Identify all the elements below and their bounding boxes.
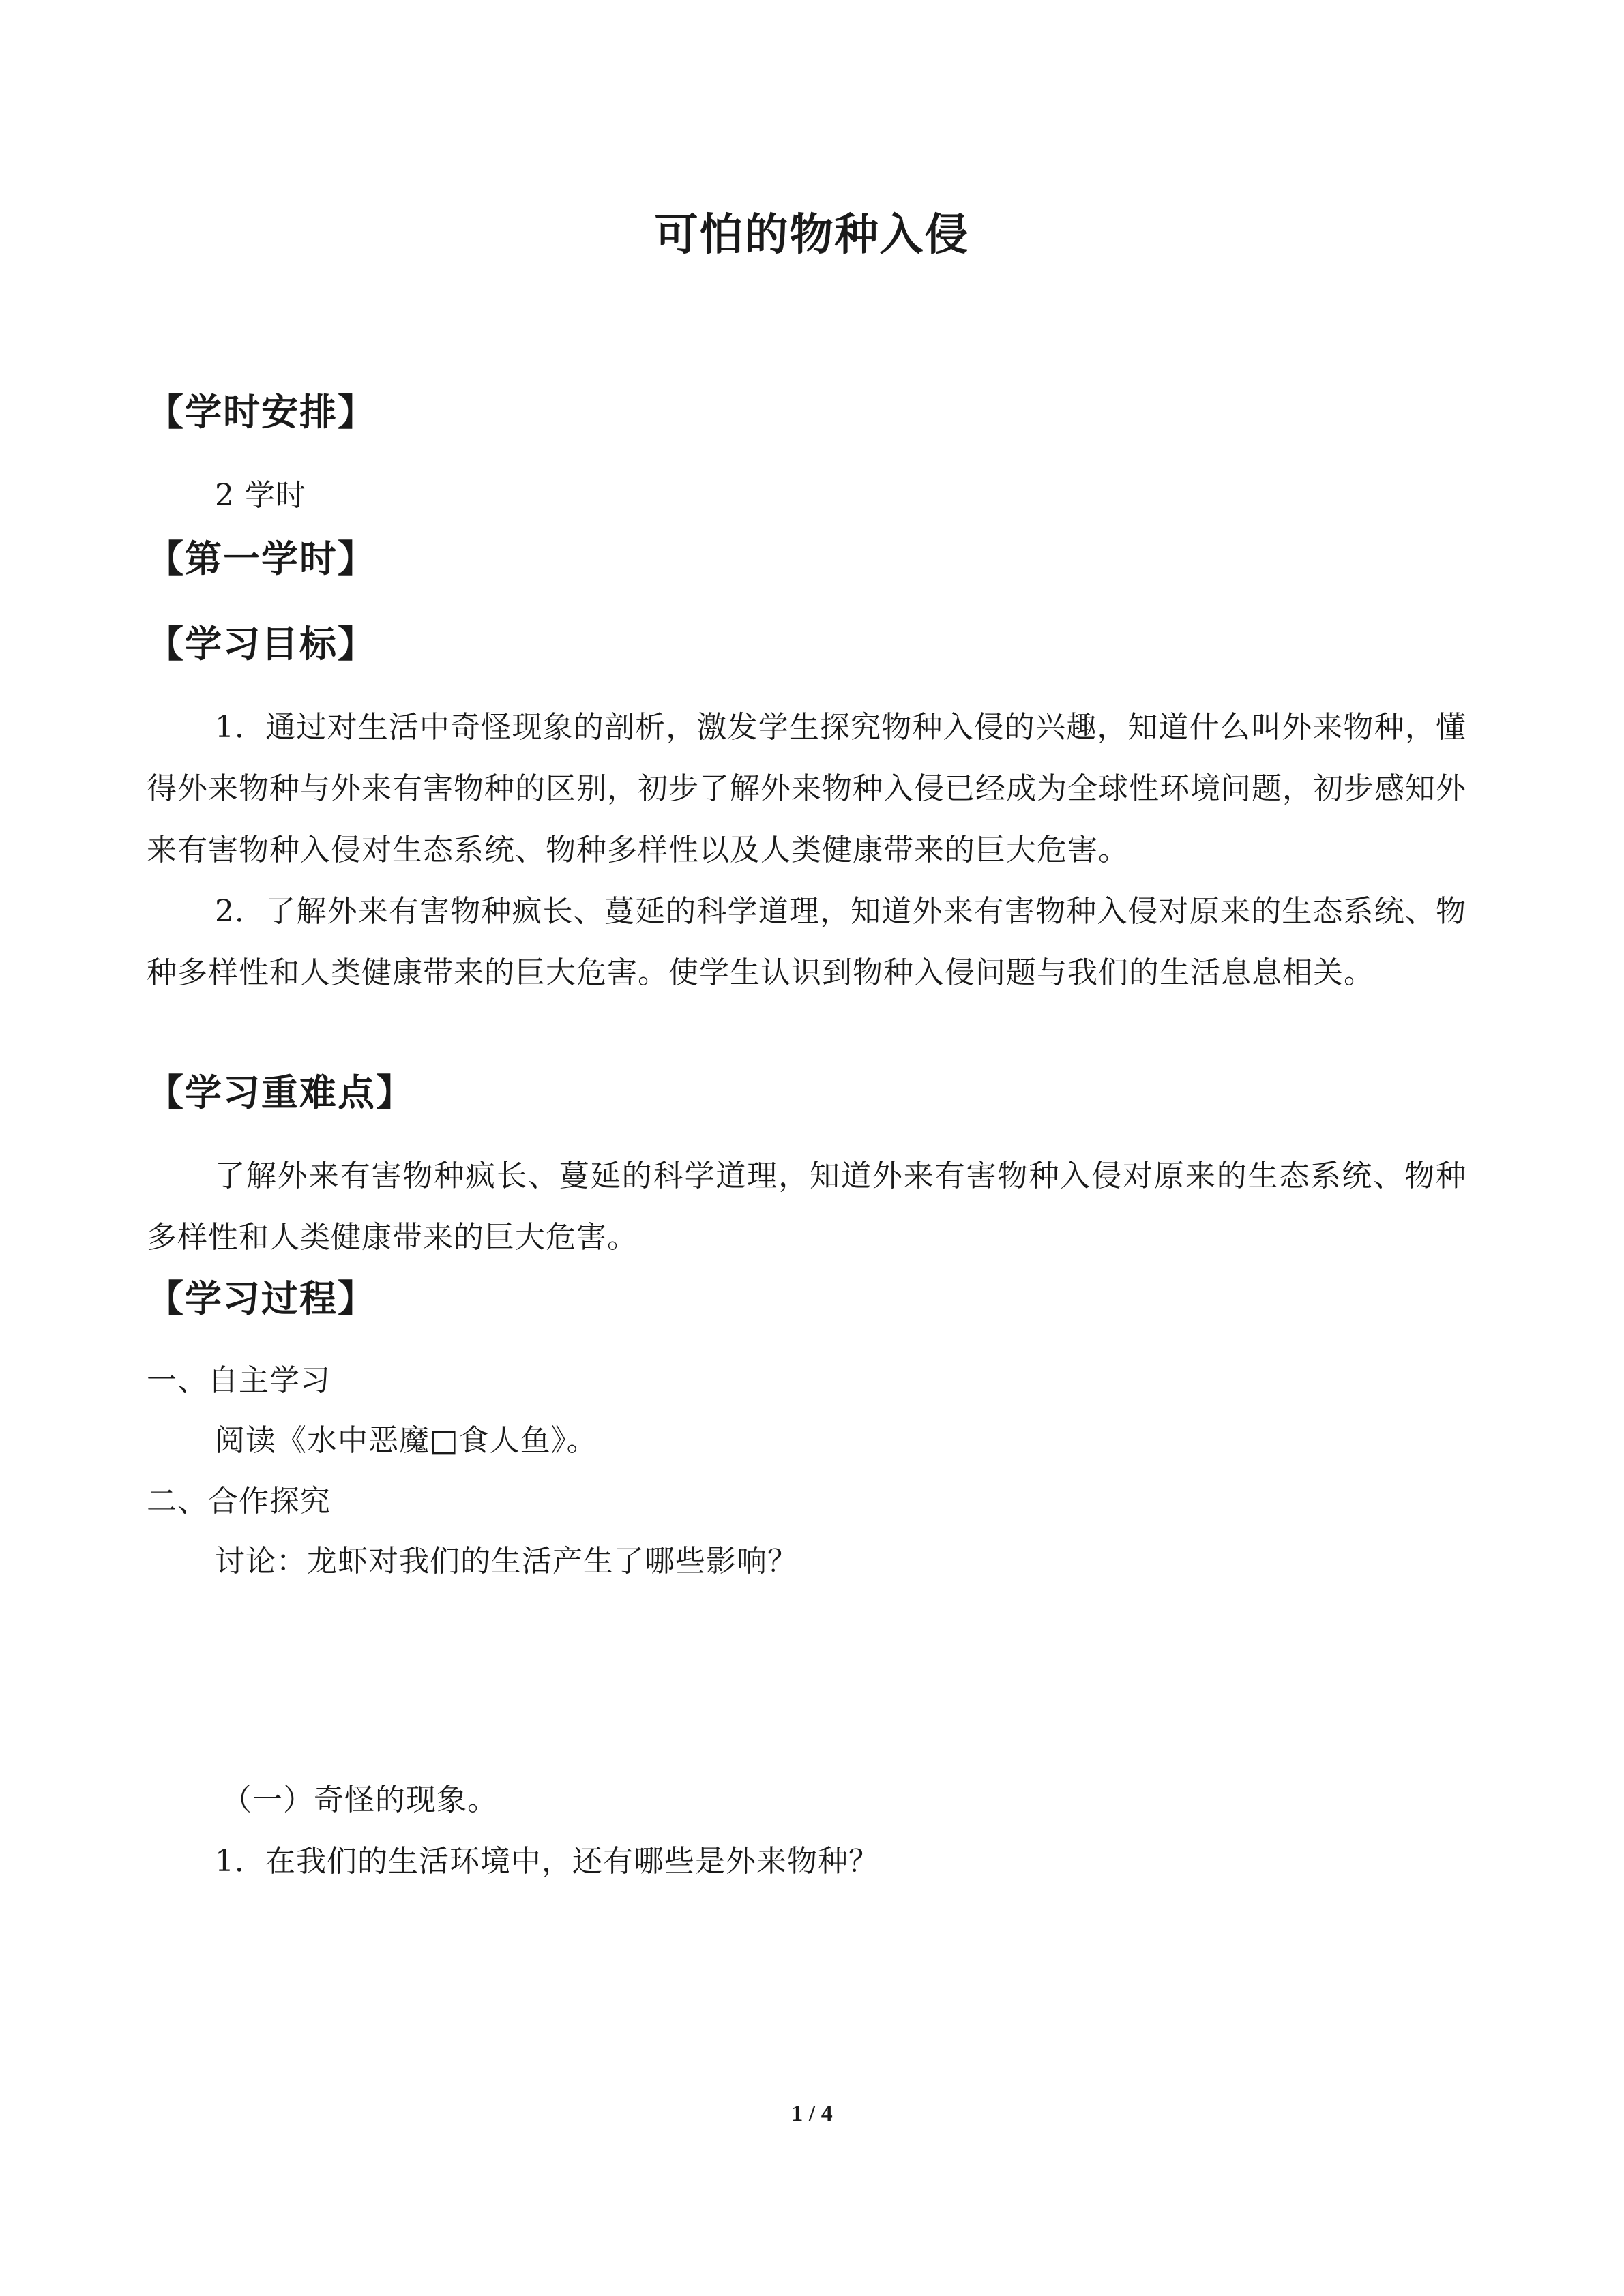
schedule-text: 2 学时 xyxy=(215,478,306,513)
key-points-heading: 【学习重难点】 xyxy=(147,1071,414,1114)
schedule-heading: 【学时安排】 xyxy=(147,391,376,434)
process-heading: 【学习过程】 xyxy=(147,1277,376,1320)
goal-1-paragraph: 1．通过对生活中奇怪现象的剖析，激发学生探究物种入侵的兴趣，知道什么叫外来物种，懂得外来物种与外来有害物种的区别，初步了解外来物种入侵已经成为全球性环境问题，初步感知外来有害物种入侵对生态系统、物种多样性以及人类健康带来的巨大危害。 xyxy=(147,710,1466,867)
cooperation-heading: 二、合作探究 xyxy=(147,1484,331,1519)
document-title: 可怕的物种入侵 xyxy=(654,210,970,260)
discussion-text: 讨论：龙虾对我们的生活产生了哪些影响？ xyxy=(215,1544,798,1579)
key-points-paragraph: 了解外来有害物种疯长、蔓延的科学道理，知道外来有害物种入侵对原来的生态系统、物种多样性和人类健康带来的巨大危害。 xyxy=(147,1159,1466,1255)
first-period-heading: 【第一学时】 xyxy=(147,537,376,580)
question-1: 1．在我们的生活环境中，还有哪些是外来物种？ xyxy=(215,1844,879,1879)
page-number: 1 / 4 xyxy=(791,2101,833,2126)
self-study-text: 阅读《水中恶魔□食人鱼》。 xyxy=(215,1423,597,1458)
goal-2-paragraph: 2．了解外来有害物种疯长、蔓延的科学道理，知道外来有害物种入侵对原来的生态系统、物种多样性和人类健康带来的巨大危害。使学生认识到物种入侵问题与我们的生活息息相关。 xyxy=(147,894,1466,990)
strange-phenomena-heading: （一）奇怪的现象。 xyxy=(222,1783,498,1817)
self-study-heading: 一、自主学习 xyxy=(147,1363,331,1398)
goals-heading: 【学习目标】 xyxy=(147,623,376,666)
